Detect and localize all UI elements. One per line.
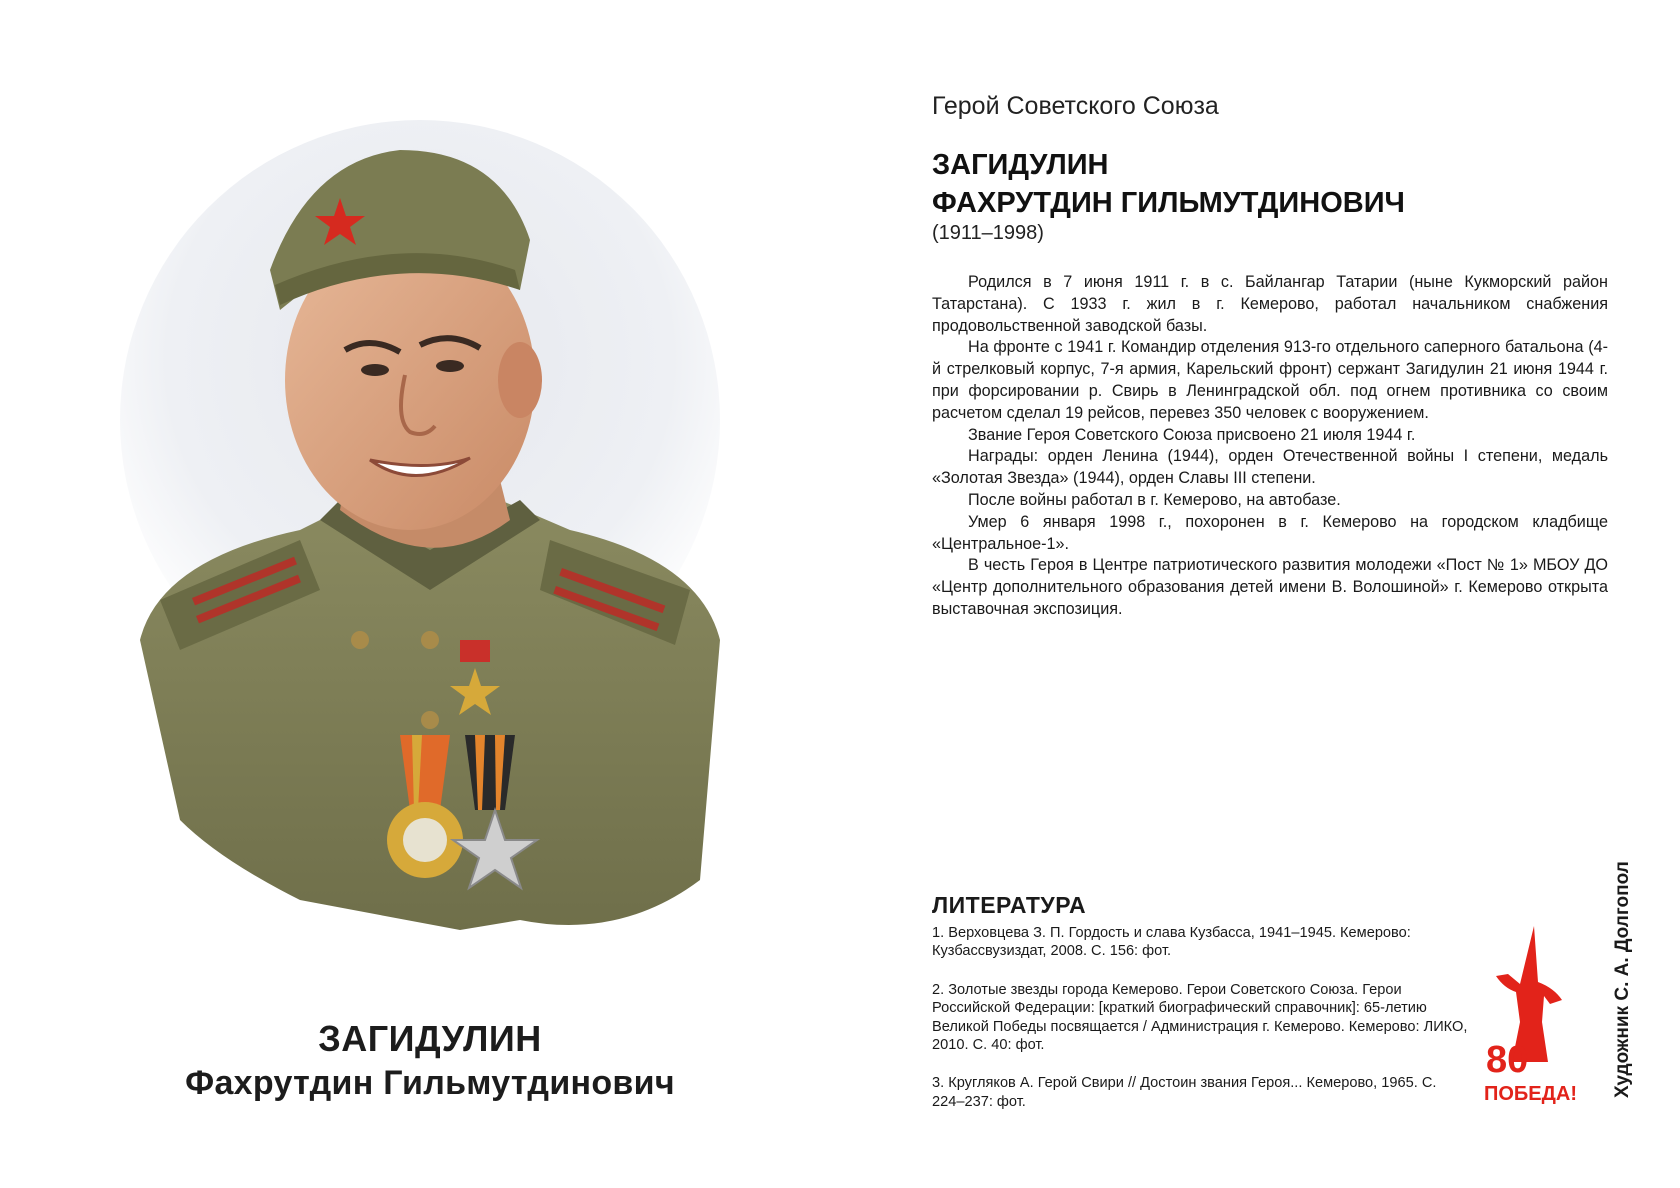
- artist-credit: Художник С. А. Долгопол: [1612, 861, 1633, 1098]
- literature-item: 3. Кругляков А. Герой Свири // Достоин звания Героя... Кемерово, 1965. С. 224–237: фот.: [932, 1075, 1437, 1110]
- life-years: (1911–1998): [932, 222, 1044, 244]
- hero-portrait: [100, 120, 740, 980]
- logo-number: 80: [1486, 1039, 1529, 1081]
- ribbon-bar: [460, 640, 490, 662]
- literature-heading: ЛИТЕРАТУРА: [932, 892, 1087, 918]
- literature-item: 2. Золотые звезды города Кемерово. Герои Советского Союза. Герои Российской Федерации: [краткий биографический справочник]: 65-летию Великой Победы посвящается / Администрация г. Кемерово. Кемерово: ЛИКО, 2010. С. 40: фот.: [932, 981, 1468, 1054]
- logo-word: ПОБЕДА!: [1484, 1083, 1577, 1105]
- ear: [498, 342, 542, 418]
- victory-logo-graphic: [1482, 922, 1578, 1106]
- victory-80-logo: [1482, 922, 1578, 1106]
- bio-paragraph: Звание Героя Советского Союза присвоено 21 июля 1944 г.: [968, 425, 1416, 444]
- portrait-caption-surname: ЗАГИДУЛИН: [318, 1018, 542, 1059]
- literature-item: 1. Верховцева З. П. Гордость и слава Кузбасса, 1941–1945. Кемерово: Кузбассвузиздат, 2008. С. 156: фот.: [932, 925, 1411, 960]
- bio-paragraph: В честь Героя в Центре патриотического развития молодежи «Пост № 1» МБОУ ДО «Центр дополнительного образования детей имени В. Волошиной» г. Кемерово открыта выставочная экспозиция.: [932, 556, 1608, 618]
- tunic-button: [351, 631, 369, 649]
- bio-paragraph: На фронте с 1941 г. Командир отделения 913-го отдельного саперного батальона (4-й стрелковый корпус, 7-я армия, Карельский фронт) сержант Загидулин 21 июня 1944 г. при форсировании р. Свирь в Ленинградской обл. под огнем противника со своим расчетом сделал 19 рейсов, перевез 350 человек с вооружением.: [932, 338, 1608, 422]
- bio-paragraph: После войны работал в г. Кемерово, на автобазе.: [968, 490, 1341, 509]
- biography: [932, 272, 1608, 621]
- portrait-illustration: [100, 120, 740, 980]
- hero-name-line2: ФАХРУТДИН ГИЛЬМУТДИНОВИЧ: [932, 187, 1405, 219]
- hero-title: Герой Советского Союза: [932, 92, 1219, 120]
- tunic-button: [421, 711, 439, 729]
- hero-name-line1: ЗАГИДУЛИН: [932, 149, 1109, 181]
- bio-paragraph: Награды: орден Ленина (1944), орден Отечественной войны I степени, медаль «Золотая Звезда» (1944), орден Славы III степени.: [932, 447, 1608, 488]
- hero-name: [932, 146, 1608, 222]
- eye: [361, 364, 389, 376]
- literature-list: [932, 924, 1472, 1131]
- portrait-caption-given-names: Фахрутдин Гильмутдинович: [185, 1064, 675, 1102]
- bio-paragraph: Родился в 7 июня 1911 г. в с. Байлангар Татарии (ныне Кукморский район Татарстана). С 1933 г. жил в г. Кемерово, работал начальником снабжения продовольственной заводской базы.: [932, 273, 1608, 335]
- bio-paragraph: Умер 6 января 1998 г., похоронен в г. Кемерово на городском кладбище «Центральное-1».: [932, 512, 1608, 553]
- tunic-button: [421, 631, 439, 649]
- order-center: [403, 818, 447, 862]
- eye: [436, 360, 464, 372]
